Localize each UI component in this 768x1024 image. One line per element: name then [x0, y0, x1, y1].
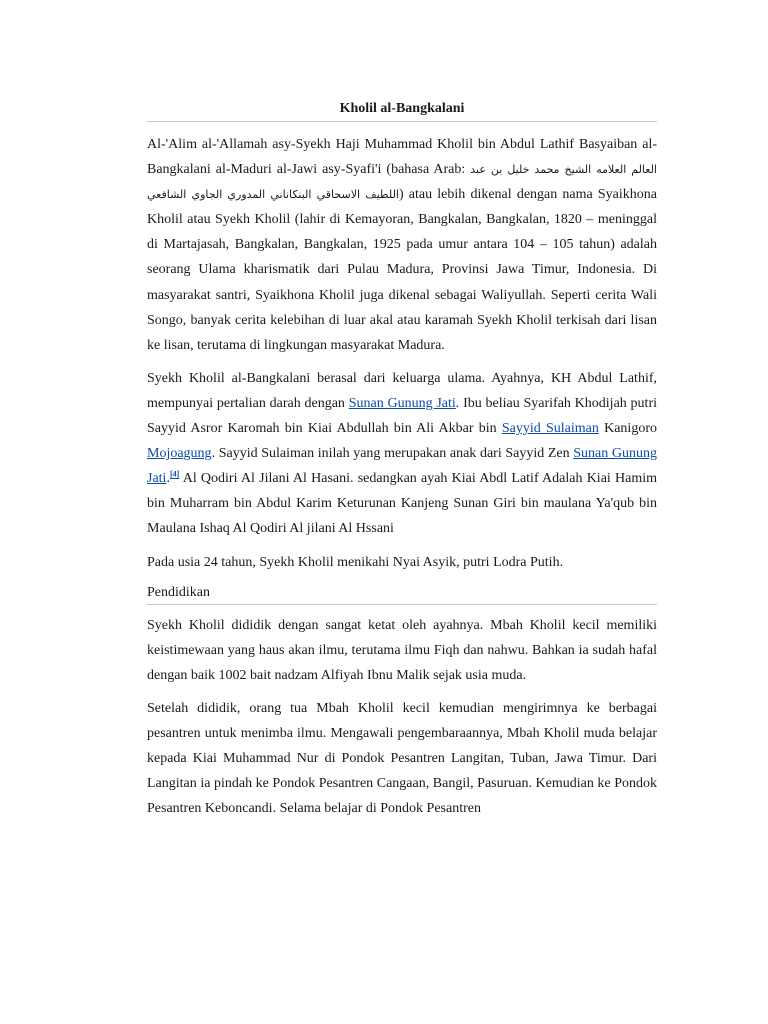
- article-body: [147, 100, 657, 821]
- page-title: Kholil al-Bangkalani: [147, 100, 657, 122]
- paragraph-marriage: Pada usia 24 tahun, Syekh Kholil menikahi Nyai Asyik, putri Lodra Putih.: [147, 554, 564, 570]
- reference-link[interactable]: [4]: [169, 469, 180, 479]
- paragraph-education: Syekh Kholil dididik dengan sangat ketat oleh ayahnya. Mbah Kholil kecil memiliki keistimewaan yang haus akan ilmu, terutama ilmu Fiqh dan nahwu. Bahkan ia sudah hafal dengan baik 1002 bait nadzam Alfiyah Ibnu Malik sejak usia muda.: [147, 617, 657, 683]
- link-sunan-gunung-jati[interactable]: Sunan Gunung Jati: [348, 395, 456, 411]
- link-sunan-gunung-jati-2[interactable]: Sunan Gunung Jati: [147, 446, 657, 487]
- link-sayyid-sulaiman[interactable]: Sayyid Sulaiman: [501, 421, 599, 437]
- link-mojoagung[interactable]: Mojoagung: [147, 446, 212, 462]
- paragraph-pesantren: Setelah dididik, orang tua Mbah Kholil kecil kemudian mengirimnya ke berbagai pesantren untuk menimba ilmu. Mengawali pengembaraannya, Mbah Kholil muda belajar kepada Kiai Muhammad Nur di Pondok Pesantren Langitan, Tuban, Jawa Timur. Dari Langitan ia pindah ke Pondok Pesantren Cangaan, Bangil, Pasuruan. Kemudian ke Pondok Pesantren Keboncandi. Selama belajar di Pondok Pesantren: [147, 700, 657, 817]
- arabic-name: العالم العلامه الشيخ محمد خليل بن عبد اللطيف الاسحاقي البنكاناني المدوري الجاوي الشافعي: [147, 163, 657, 202]
- reference-superscript: [170, 470, 179, 479]
- paragraph-intro: Al-'Alim al-'Allamah asy-Syekh Haji Muhammad Kholil bin Abdul Lathif Basyaiban al-Bangkalani al-Maduri al-Jawi asy-Syafi'i (bahasa Arab: العالم العلامه الشيخ محمد خليل بن عبد اللطيف الاسحاقي البنكاناني المدوري الجاوي الشافعي) atau lebih dikenal dengan nama Syaikhona Kholil atau Syekh Kholil (lahir di Kemayoran, Bangkalan, Bangkalan, 1820 – meninggal di Martajasah, Bangkalan, Bangkalan, 1925 pada umur antara 104 – 105 tahun) adalah seorang Ulama kharismatik dari Pulau Madura, Provinsi Jawa Timur, Indonesia. Di masyarakat santri, Syaikhona Kholil juga dikenal sebagai Waliyullah. Seperti cerita Wali Songo, banyak cerita kelebihan di luar akal atau karamah Syekh Kholil terkisah dari lisan ke lisan, terutama di lingkungan masyarakat Madura.: [147, 137, 657, 353]
- paragraph-lineage: Syekh Kholil al-Bangkalani berasal dari keluarga ulama. Ayahnya, KH Abdul Lathif, mempunyai pertalian darah dengan Sunan Gunung Jati. Ibu beliau Syarifah Khodijah putri Sayyid Asror Karomah bin Kiai Abdullah bin Ali Akbar bin Sayyid Sulaiman Kanigoro Mojoagung. Sayyid Sulaiman inilah yang merupakan anak dari Sayyid Zen Sunan Gunung Jati.[4] Al Qodiri Al Jilani Al Hasani. sedangkan ayah Kiai Abdl Latif Adalah Kiai Hamim bin Muharram bin Abdul Karim Keturunan Kanjeng Sunan Giri bin maulana Ya'qub bin Maulana Ishaq Al Qodiri Al jilani Al Hssani: [147, 370, 658, 537]
- section-heading-pendidikan: Pendidikan: [147, 583, 657, 605]
